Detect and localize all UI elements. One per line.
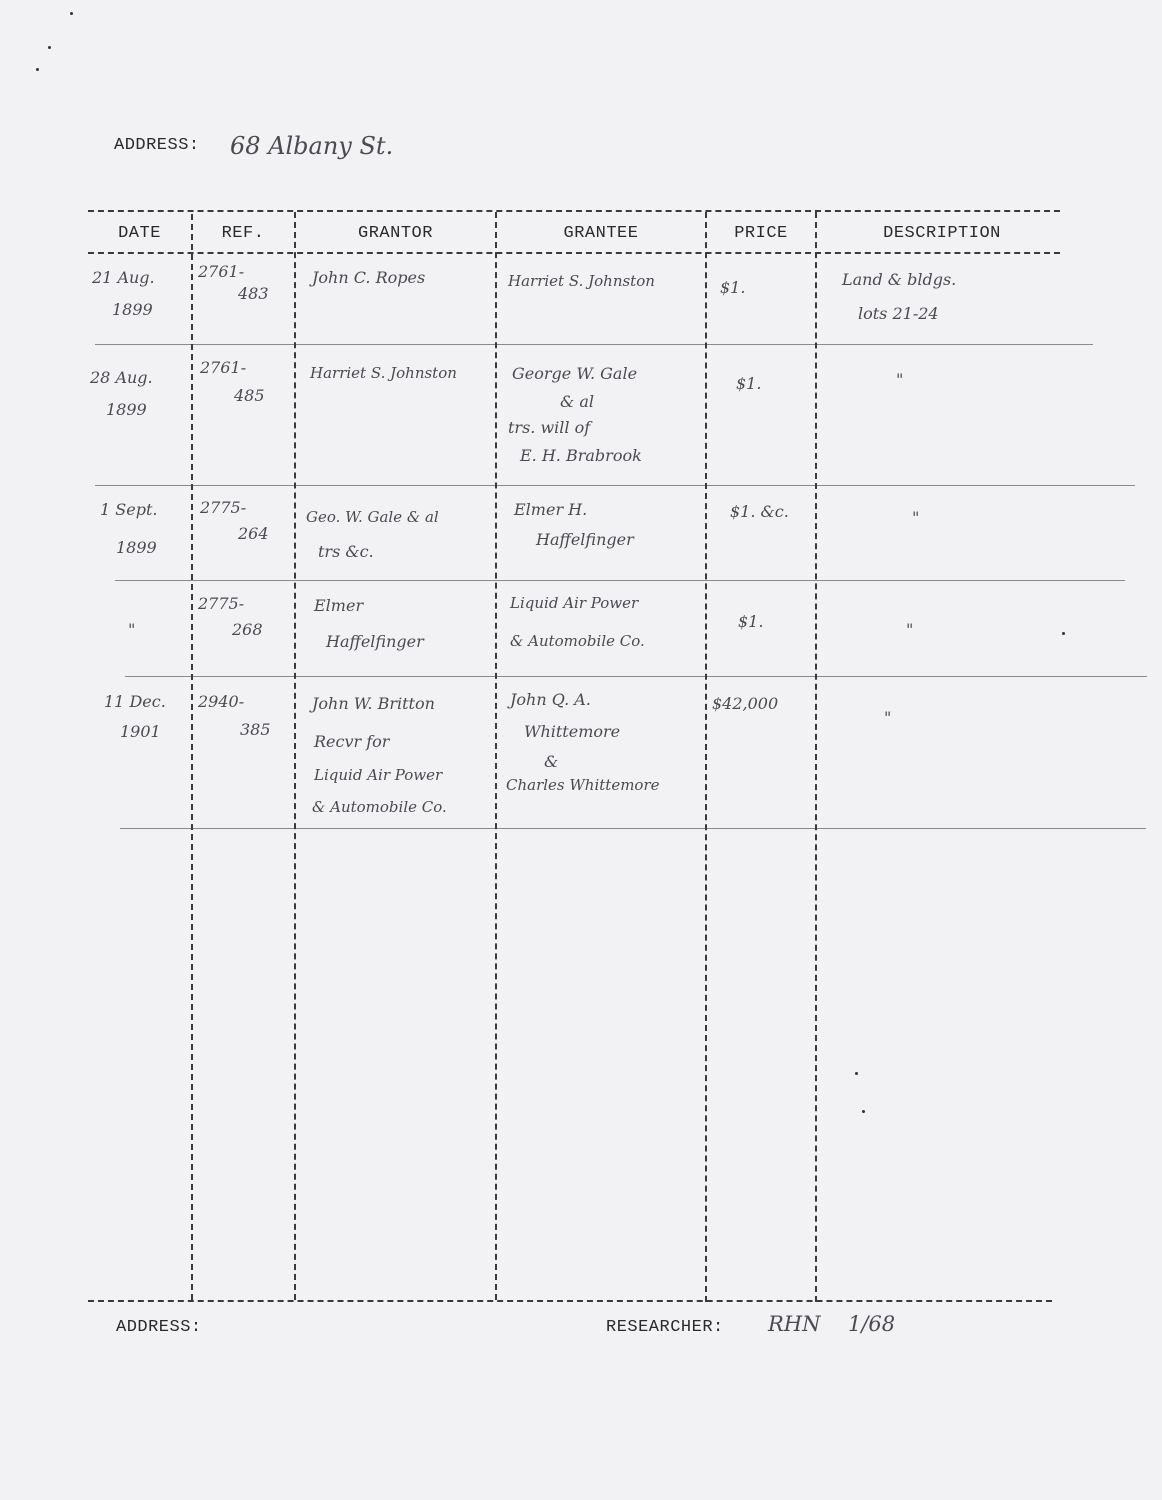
row-date-line: 11 Dec. bbox=[104, 692, 166, 711]
scan-speck bbox=[855, 1072, 858, 1075]
column-header-date: DATE bbox=[118, 224, 161, 243]
row-grantor-line: John C. Ropes bbox=[312, 268, 426, 287]
researcher-label: RESEARCHER: bbox=[606, 1318, 724, 1337]
row-price: $1. bbox=[736, 374, 762, 393]
row-price: $1. &c. bbox=[730, 502, 789, 521]
row-grantor-line: Elmer bbox=[314, 596, 364, 615]
row-date-line: 21 Aug. bbox=[92, 268, 155, 287]
column-header-ref: REF. bbox=[221, 224, 265, 243]
row-description-ditto: " bbox=[906, 620, 914, 639]
row-date-line: 1899 bbox=[116, 538, 157, 557]
scan-speck bbox=[1062, 632, 1065, 635]
row-grantor-line: trs &c. bbox=[318, 542, 374, 561]
row-ref-line: 2775- bbox=[200, 498, 247, 517]
row-description-ditto: " bbox=[896, 370, 904, 389]
row-date-line: 1899 bbox=[112, 300, 153, 319]
row-grantor-line: Harriet S. Johnston bbox=[310, 364, 457, 382]
row-grantee-line: Elmer H. bbox=[514, 500, 588, 519]
row-divider bbox=[95, 485, 1135, 486]
scan-speck bbox=[36, 68, 39, 71]
researcher-initials: RHN bbox=[768, 1312, 821, 1336]
row-ref-line: 2761- bbox=[198, 262, 245, 281]
row-ref-line: 483 bbox=[238, 284, 269, 303]
table-bottom-rule bbox=[88, 1300, 1052, 1302]
scan-speck bbox=[70, 12, 73, 15]
row-date-line: 1 Sept. bbox=[100, 500, 158, 519]
column-divider bbox=[495, 212, 497, 1300]
column-divider bbox=[705, 212, 707, 1302]
column-divider bbox=[815, 212, 817, 1302]
row-ref-line: 2940- bbox=[198, 692, 245, 711]
row-ref-line: 2761- bbox=[200, 358, 247, 377]
row-divider bbox=[120, 828, 1146, 829]
row-grantee-line: Whittemore bbox=[524, 722, 621, 741]
column-divider bbox=[294, 212, 296, 1300]
column-header-description: DESCRIPTION bbox=[883, 224, 1001, 243]
row-ref-line: 264 bbox=[238, 524, 269, 543]
row-date-line: 28 Aug. bbox=[90, 368, 153, 387]
row-date-ditto: " bbox=[128, 620, 136, 639]
row-grantor-line: John W. Britton bbox=[312, 694, 435, 713]
row-grantee-line: & bbox=[544, 752, 559, 771]
row-price: $1. bbox=[720, 278, 746, 297]
row-ref-line: 385 bbox=[240, 720, 271, 739]
researcher-date: 1/68 bbox=[848, 1312, 896, 1336]
column-header-price: PRICE bbox=[734, 224, 788, 243]
row-divider bbox=[95, 344, 1093, 345]
row-ref-line: 485 bbox=[234, 386, 265, 405]
row-grantor-line: & Automobile Co. bbox=[312, 798, 447, 816]
column-header-grantee: GRANTEE bbox=[563, 224, 639, 243]
row-grantor-line: Geo. W. Gale & al bbox=[306, 508, 439, 526]
column-divider bbox=[191, 214, 193, 1300]
row-grantor-line: Liquid Air Power bbox=[314, 766, 443, 784]
row-description-line: lots 21-24 bbox=[858, 304, 939, 323]
row-grantor-line: Haffelfinger bbox=[326, 632, 424, 651]
table-top-rule bbox=[88, 210, 1060, 212]
row-description-ditto: " bbox=[884, 708, 892, 727]
row-price: $1. bbox=[738, 612, 764, 631]
column-header-grantor: GRANTOR bbox=[358, 224, 433, 243]
footer-address-label: ADDRESS: bbox=[116, 1318, 202, 1337]
row-grantee-line: Harriet S. Johnston bbox=[508, 272, 655, 290]
row-grantee-line: John Q. A. bbox=[510, 690, 591, 709]
address-value: 68 Albany St. bbox=[230, 132, 394, 160]
row-ref-line: 268 bbox=[232, 620, 263, 639]
scan-speck bbox=[48, 46, 51, 49]
row-price: $42,000 bbox=[712, 694, 779, 713]
row-grantee-line: & al bbox=[560, 392, 594, 411]
row-grantor-line: Recvr for bbox=[314, 732, 390, 751]
row-grantee-line: George W. Gale bbox=[512, 364, 638, 383]
header-bottom-rule bbox=[88, 252, 1060, 254]
scan-speck bbox=[862, 1110, 865, 1113]
address-label: ADDRESS: bbox=[114, 136, 200, 155]
row-description-line: Land & bldgs. bbox=[842, 270, 957, 289]
row-ref-line: 2775- bbox=[198, 594, 245, 613]
row-date-line: 1901 bbox=[120, 722, 161, 741]
row-grantee-line: trs. will of bbox=[508, 418, 591, 437]
row-grantee-line: E. H. Brabrook bbox=[520, 446, 642, 465]
row-divider bbox=[125, 676, 1147, 677]
row-grantee-line: Charles Whittemore bbox=[506, 776, 660, 794]
row-grantee-line: Haffelfinger bbox=[536, 530, 634, 549]
row-grantee-line: & Automobile Co. bbox=[510, 632, 645, 650]
row-description-ditto: " bbox=[912, 508, 920, 527]
row-grantee-line: Liquid Air Power bbox=[510, 594, 639, 612]
row-date-line: 1899 bbox=[106, 400, 147, 419]
row-divider bbox=[115, 580, 1125, 581]
